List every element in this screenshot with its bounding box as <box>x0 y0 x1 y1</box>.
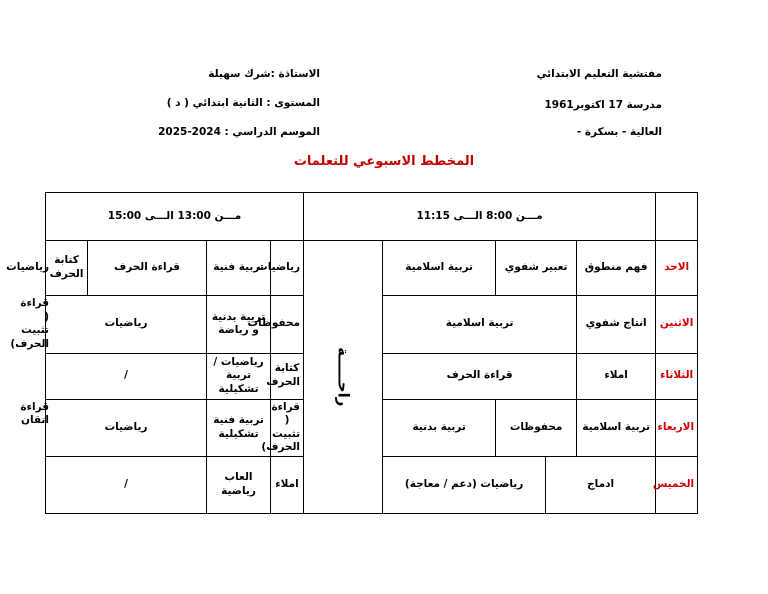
break-label: راحـــــة <box>334 347 353 407</box>
session-cell: تربية اسلامية <box>383 296 577 354</box>
session-cell: رياضيات (دعم / معاجة) <box>383 457 546 514</box>
session-cell: كتابة الحرف <box>271 353 304 399</box>
time-row <box>46 193 698 241</box>
break-cell <box>304 241 383 514</box>
season-label: الموسم الدراسي : 2024-2025 <box>158 126 320 138</box>
session-cell: فهم منطوق <box>577 241 656 296</box>
session-cell: قراءة ( تثبيت الحرف) <box>271 399 304 457</box>
school-label: مدرسة 17 اكتوبر1961 <box>544 99 662 111</box>
day-cell: الثلاثاء <box>656 353 698 399</box>
session-cell: قراءة الحرف <box>383 353 577 399</box>
session-cell: تربية اسلامية <box>577 399 656 457</box>
session-cell: املاء <box>271 457 304 514</box>
session-cell: قراءة الحرف <box>88 241 207 296</box>
session-cell: تربية بدنية <box>383 399 496 457</box>
day-cell: الاربعاء <box>656 399 698 457</box>
session-cell: العاب رياضية <box>207 457 271 514</box>
session-cell: تربية اسلامية <box>383 241 496 296</box>
table-row: الاربعاء تربية اسلامية محفوظات تربية بدنية قراءة ( تثبيت الحرف) تربية فنية تشكيلية رياضيات قراءة اتقان <box>46 399 698 457</box>
day-cell: الخميس <box>656 457 698 514</box>
session-cell: / <box>46 457 207 514</box>
session-cell: / <box>46 353 207 399</box>
inspectorate-label: مفتشية التعليم الابتدائي <box>536 68 662 80</box>
session-cell: رياضيات / تربية تشكيلية <box>207 353 271 399</box>
location-label: العالية - بسكرة - <box>576 126 662 138</box>
teacher-label: الاستاذة :شرك سهيلة <box>208 68 320 80</box>
corner-cell <box>656 193 698 241</box>
day-cell: الاحد <box>656 241 698 296</box>
afternoon-time: مـــن 13:00 الـــى 15:00 <box>46 193 304 241</box>
session-cell: محفوظات <box>496 399 577 457</box>
weekly-schedule-table <box>6 192 698 514</box>
session-cell: رياضيات <box>46 399 207 457</box>
session-cell: كتابة الحرف <box>46 241 88 296</box>
session-cell: انتاج شفوي <box>577 296 656 354</box>
morning-time: مـــن 8:00 الـــى 11:15 <box>304 193 656 241</box>
page-title: المخطط الاسبوعي للتعلمات <box>293 154 475 169</box>
table-row: الاثنين انتاج شفوي تربية اسلامية محفوظات تربية بدنية و رياضة رياضيات قراءة ( تثبيت الحرف) <box>46 296 698 354</box>
day-cell: الاثنين <box>656 296 698 354</box>
session-cell: رياضيات <box>271 241 304 296</box>
session-cell: تعبير شفوي <box>496 241 577 296</box>
session-cell: تربية فنية <box>207 241 271 296</box>
session-cell: تربية بدنية و رياضة <box>207 296 271 354</box>
session-cell: تربية فنية تشكيلية <box>207 399 271 457</box>
level-label: المستوى : الثانية ابتدائي ( د ) <box>166 97 320 109</box>
session-cell: ادماج <box>546 457 656 514</box>
session-cell: املاء <box>577 353 656 399</box>
table-row: الاحد فهم منطوق تعبير شفوي تربية اسلامية راحـــــة رياضيات تربية فنية قراءة الحرف كتابة الحرف رياضيات <box>46 241 698 296</box>
session-cell: محفوظات <box>271 296 304 354</box>
session-cell: رياضيات <box>46 296 207 354</box>
